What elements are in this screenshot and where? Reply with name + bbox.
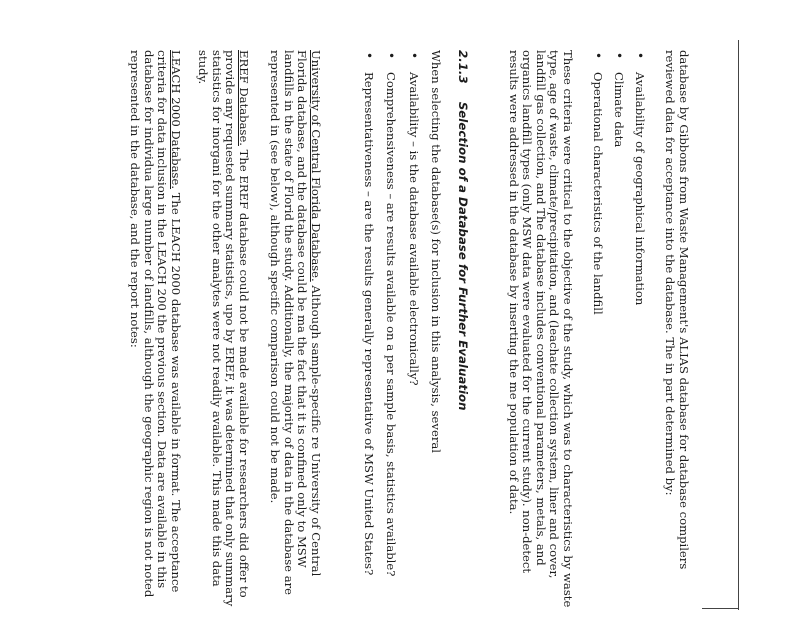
section-heading	[455, 50, 469, 610]
intro-bullet-list	[583, 50, 646, 610]
scan-edge-line	[738, 40, 739, 610]
bullet-item: • Comprehensiveness – are results available on a per sample basis, statistics available?	[384, 50, 398, 610]
selection-bullets-block	[361, 50, 420, 610]
intro-bullets-block	[583, 50, 646, 610]
rotated-document-body	[128, 50, 691, 610]
section-title: Selection of a Database for Further Evaluation	[456, 101, 470, 411]
selection-intro: When selecting the database(s) for inclusion in this analysis, several	[429, 50, 443, 453]
criteria-paragraph: These criteria were critical to the objective of the study, which was to characteristics by waste type, age of waste, climate/precipitation, and (leachate collection system, liner and cover, landfill gas collection, and The database includes conventional parameters, metals, and organics landfill types (only MSW data were evaluated for the current study). non-detect results were addressed in the database by inserting the me population of data.	[506, 50, 575, 608]
eref-text: The EREF database could not be made available for researchers did offer to provide any requested summary statistics, upo by EREF, it was determined that only summary statistics for inorgani for the other analytes were not readily available. This made this data study.	[196, 50, 251, 607]
intro-paragraph: database by Gibbons from Waste Management's ALIAS database for database compilers reviewed data for acceptance into the database. The in part determined by:	[663, 50, 691, 570]
scan-edge-line-bottom	[702, 608, 738, 609]
ucf-title: University of Central Florida Database.	[309, 50, 323, 282]
eref-paragraph	[196, 50, 250, 610]
criteria-block	[506, 50, 574, 610]
bullet-item: • Availability – is the database available electronically?	[406, 50, 420, 610]
leach-paragraph	[128, 50, 182, 610]
section-number: 2.1.3	[456, 50, 470, 84]
selection-intro-block	[428, 50, 442, 610]
leach-text: The LEACH 2000 database was available in format. The acceptance criteria for data inclusion in the LEACH 200 the previous section. Data are available in this database for individua large number of landfills, although the geographic region is not noted represented in the database, and the report notes:	[128, 50, 183, 598]
bullet-item: • Representativeness – are the results generally representative of MSW United States?	[361, 50, 375, 610]
ucf-paragraph	[268, 50, 322, 610]
bullet-item: • Climate data	[604, 50, 625, 610]
eref-title: EREF Database.	[237, 50, 251, 146]
ucf-text: Although sample-specific re University of Central Florida database, and the database could be ma the fact that it is confined only to MSW landfills in the state of Florid the study. Additionally, the majority of data in the database are represented in (see below), although specific comparison could not be made.	[268, 50, 323, 596]
selection-bullet-list	[361, 50, 420, 610]
leach-title: LEACH 2000 Database.	[169, 50, 183, 190]
bullet-item: • Operational characteristics of the landfill	[583, 50, 604, 610]
bullet-item: • Availability of geographical information	[625, 50, 646, 610]
intro-block	[663, 50, 690, 610]
